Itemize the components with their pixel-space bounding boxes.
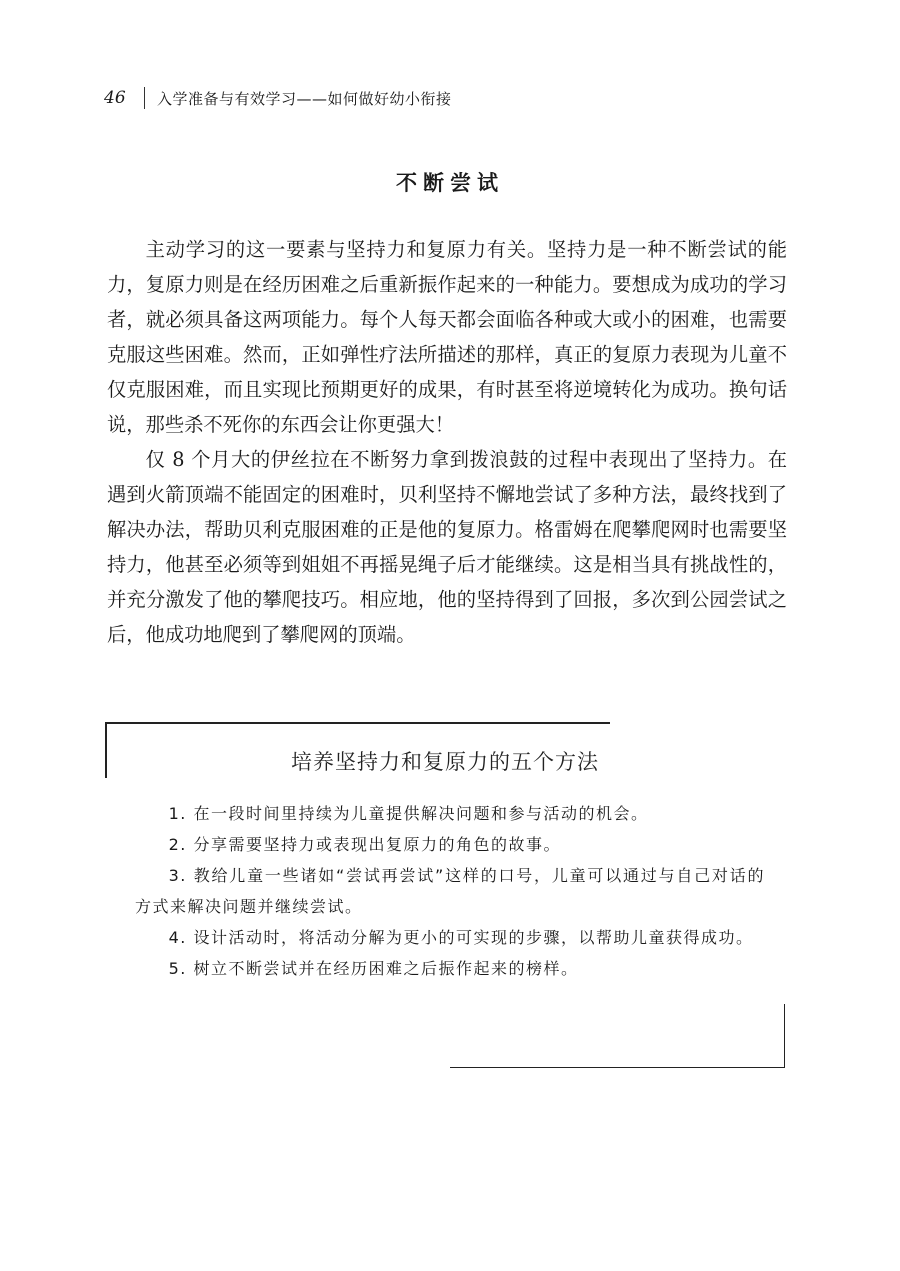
page-header — [104, 86, 452, 110]
box-frame-bottom — [450, 1067, 785, 1069]
running-title: 入学准备与有效学习——如何做好幼小衔接 — [157, 89, 452, 108]
paragraph: 主动学习的这一要素与坚持力和复原力有关。坚持力是一种不断尝试的能力，复原力则是在经历困难之后重新振作起来的一种能力。要想成为成功的学习者，就必须具备这两项能力。每个人每天都会面临各种或大或小的困难，也需要克服这些困难。然而，正如弹性疗法所描述的那样，真正的复原力表现为儿童不仅克服困难，而且实现比预期更好的成果，有时甚至将逆境转化为成功。换句话说，那些杀不死你的东西会让你更强大！ — [107, 238, 787, 436]
list-item: 4. 设计活动时，将活动分解为更小的可实现的步骤，以帮助儿童获得成功。 — [168, 928, 754, 947]
body-text — [107, 232, 787, 652]
list-item: 2. 分享需要坚持力或表现出复原力的角色的故事。 — [168, 835, 561, 854]
tips-box — [105, 722, 785, 1068]
section-title: 不断尝试 — [396, 171, 504, 195]
list-item: 3. 教给儿童一些诸如“尝试再尝试”这样的口号，儿童可以通过与自己对话的方式来解决问题并继续尝试。 — [135, 866, 765, 916]
tips-list — [135, 798, 765, 984]
paragraph: 仅 8 个月大的伊丝拉在不断努力拿到拨浪鼓的过程中表现出了坚持力。在遇到火箭顶端不能固定的困难时，贝利坚持不懈地尝试了多种方法，最终找到了解决办法，帮助贝利克服困难的正是他的复原力。格雷姆在爬攀爬网时也需要坚持力，他甚至必须等到姐姐不再摇晃绳子后才能继续。这是相当具有挑战性的，并充分激发了他的攀爬技巧。相应地，他的坚持得到了回报，多次到公园尝试之后，他成功地爬到了攀爬网的顶端。 — [107, 448, 787, 646]
box-frame-right — [784, 1004, 786, 1068]
box-frame-top — [105, 722, 610, 724]
box-title: 培养坚持力和复原力的五个方法 — [291, 750, 599, 774]
page-number: 46 — [104, 88, 126, 108]
header-divider — [144, 87, 145, 109]
list-item: 5. 树立不断尝试并在经历困难之后振作起来的榜样。 — [168, 959, 579, 978]
list-item: 1. 在一段时间里持续为儿童提供解决问题和参与活动的机会。 — [168, 804, 649, 823]
